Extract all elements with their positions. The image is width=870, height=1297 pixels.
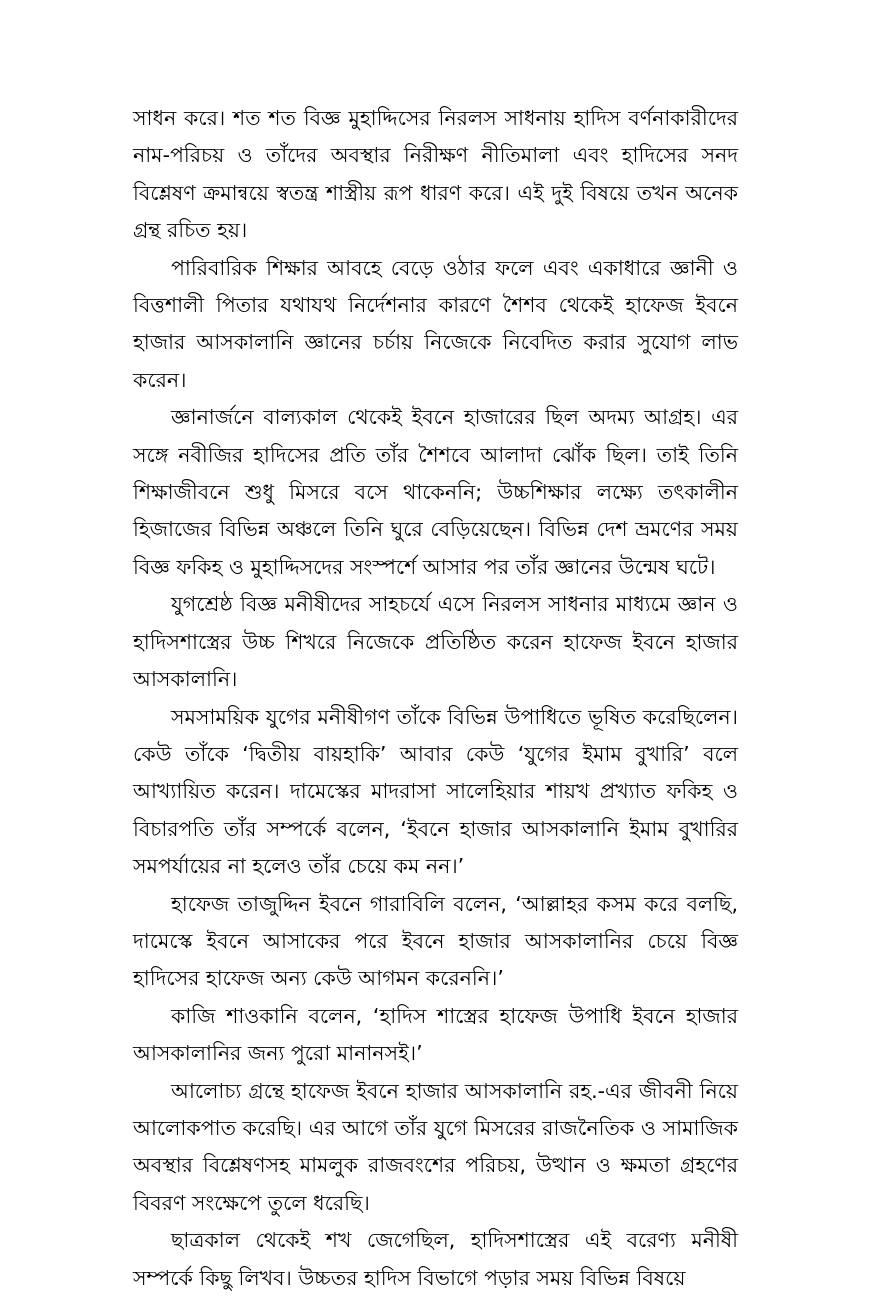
- paragraph-7: কাজি শাওকানি বলেন, ‘হাদিস শাস্ত্রের হাফেজ উপাধি ইবনে হাজার আসকালানির জন্য পুরো মানানসই।’: [133, 1003, 738, 1066]
- paragraph-3: জ্ঞানার্জনে বাল্যকাল থেকেই ইবনে হাজারের ছিল অদম্য আগ্রহ। এর সঙ্গে নবীজির হাদিসের প্রতি তাঁর শৈশবে আলাদা ঝোঁক ছিল। তাই তিনি শিক্ষাজীবনে শুধু মিসরে বসে থাকেননি; উচ্চশিক্ষার লক্ষ্যে তৎকালীন হিজাজের বিভিন্ন অঞ্চলে তিনি ঘুরে বেড়িয়েছেন। বিভিন্ন দেশ ভ্রমণের সময় বিজ্ঞ ফকিহ ও মুহাদ্দিসদের সংস্পর্শে আসার পর তাঁর জ্ঞানের উন্মেষ ঘটে।: [133, 405, 738, 579]
- paragraph-1: সাধন করে। শত শত বিজ্ঞ মুহাদ্দিসের নিরলস সাধনায় হাদিস বর্ণনাকারীদের নাম-পরিচয় ও তাঁদের অবস্থার নিরীক্ষণ নীতিমালা এবং হাদিসের সনদ বিশ্লেষণ ক্রমান্বয়ে স্বতন্ত্র শাস্ত্রীয় রূপ ধারণ করে। এই দুই বিষয়ে তখন অনেক গ্রন্থ রচিত হয়।: [133, 106, 738, 243]
- paragraph-4: যুগশ্রেষ্ঠ বিজ্ঞ মনীষীদের সাহচর্যে এসে নিরলস সাধনার মাধ্যমে জ্ঞান ও হাদিসশাস্ত্রের উচ্চ শিখরে নিজেকে প্রতিষ্ঠিত করেন হাফেজ ইবনে হাজার আসকালানি।: [133, 592, 738, 692]
- paragraph-8: আলোচ্য গ্রন্থে হাফেজ ইবনে হাজার আসকালানি রহ.-এর জীবনী নিয়ে আলোকপাত করেছি। এর আগে তাঁর যুগে মিসরের রাজনৈতিক ও সামাজিক অবস্থার বিশ্লেষণসহ মামলুক রাজবংশের পরিচয়, উত্থান ও ক্ষমতা গ্রহণের বিবরণ সংক্ষেপে তুলে ধরেছি।: [133, 1078, 738, 1215]
- page-body: [133, 100, 738, 1297]
- paragraph-9: ছাত্রকাল থেকেই শখ জেগেছিল, হাদিসশাস্ত্রের এই বরেণ্য মনীষী সম্পর্কে কিছু লিখব। উচ্চতর হাদিস বিভাগে পড়ার সময় বিভিন্ন বিষয়ে: [133, 1228, 738, 1290]
- paragraph-6: হাফেজ তাজুদ্দিন ইবনে গারাবিলি বলেন, ‘আল্লাহর কসম করে বলছি, দামেস্কে ইবনে আসাকের পরে ইবনে হাজার আসকালানির চেয়ে বিজ্ঞ হাদিসের হাফেজ অন্য কেউ আগমন করেননি।’: [133, 891, 738, 991]
- paragraph-5: সমসাময়িক যুগের মনীষীগণ তাঁকে বিভিন্ন উপাধিতে ভূষিত করেছিলেন। কেউ তাঁকে ‘দ্বিতীয় বায়হাকি’ আবার কেউ ‘যুগের ইমাম বুখারি’ বলে আখ্যায়িত করেন। দামেস্কের মাদরাসা সালেহিয়ার শায়খ প্রখ্যাত ফকিহ ও বিচারপতি তাঁর সম্পর্কে বলেন, ‘ইবনে হাজার আসকালানি ইমাম বুখারির সমপর্যায়ের না হলেও তাঁর চেয়ে কম নন।’: [133, 704, 738, 879]
- paragraph-2: পারিবারিক শিক্ষার আবহে বেড়ে ওঠার ফলে এবং একাধারে জ্ঞানী ও বিত্তশালী পিতার যথাযথ নির্দেশনার কারণে শৈশব থেকেই হাফেজ ইবনে হাজার আসকালানি জ্ঞানের চর্চায় নিজেকে নিবেদিত করার সুযোগ লাভ করেন।: [133, 255, 738, 392]
